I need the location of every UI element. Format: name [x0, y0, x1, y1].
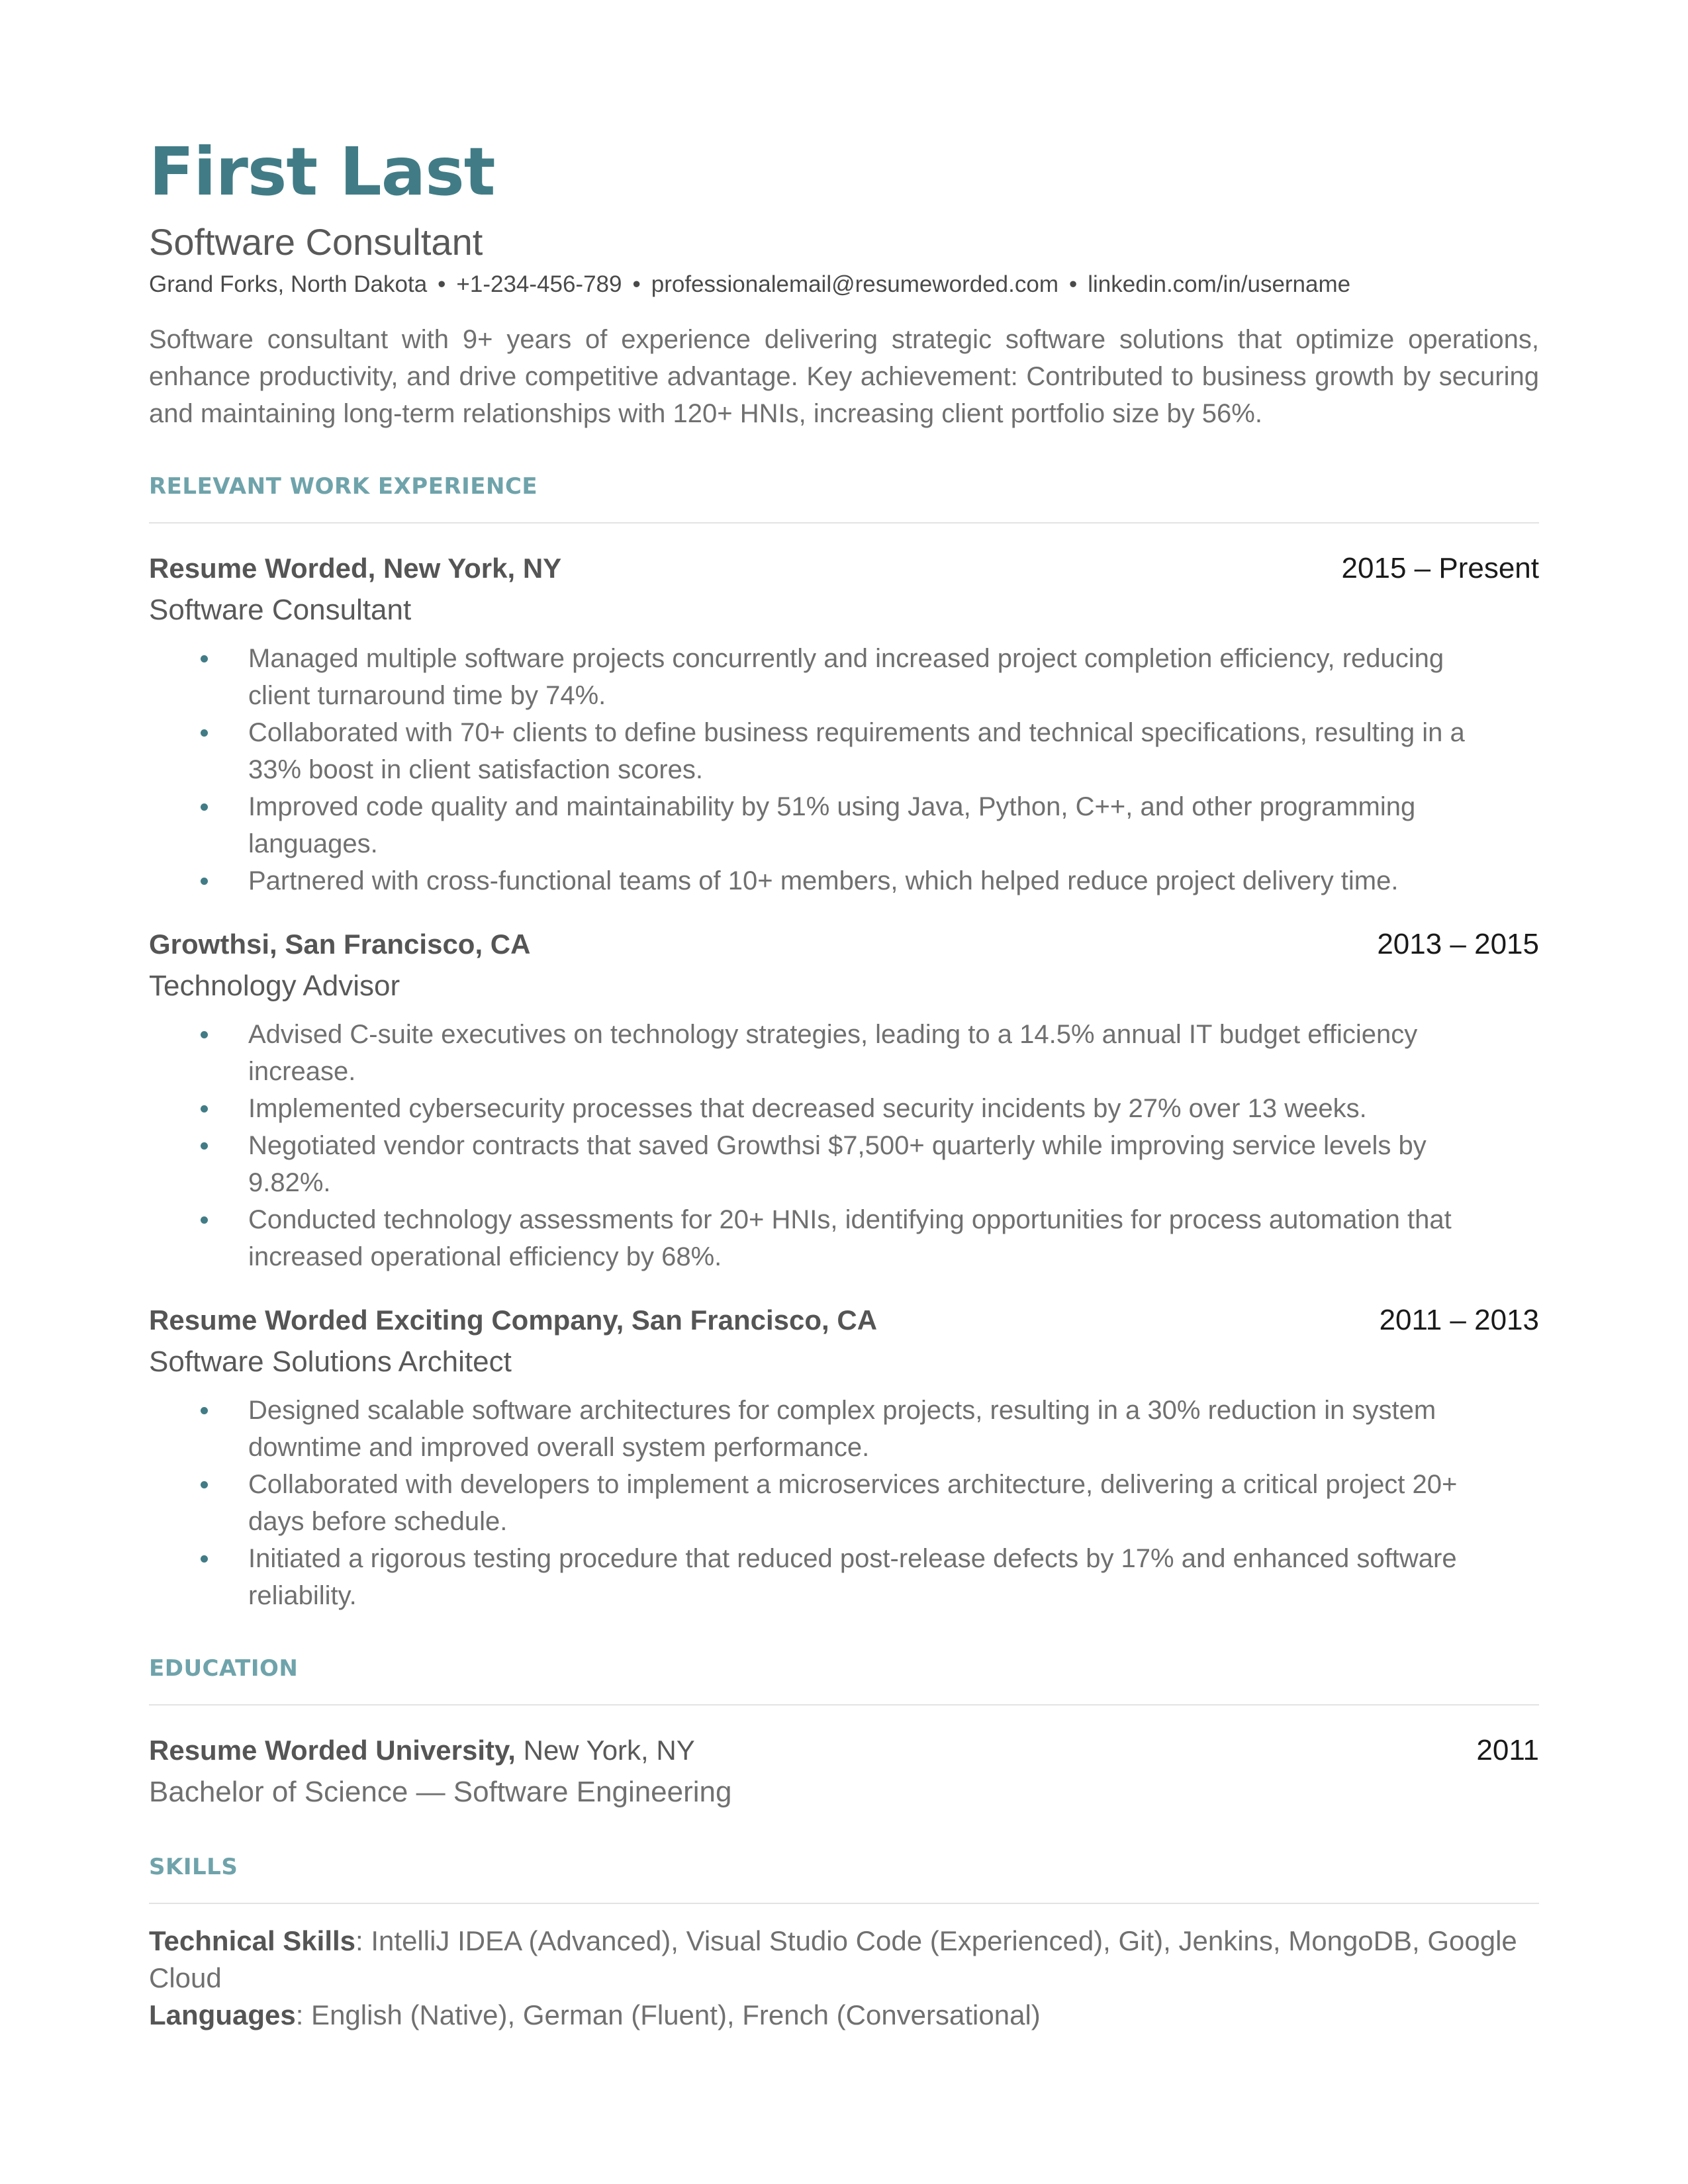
job-bullet: Advised C-suite executives on technology strategies, leading to a 14.5% annual IT budget efficiency increase.: [149, 1016, 1539, 1090]
bullet-icon: [201, 803, 208, 811]
education-entry: [149, 1729, 1539, 1813]
job-dates: 2013 – 2015: [1377, 928, 1539, 960]
job-bullet: Negotiated vendor contracts that saved Growthsi $7,500+ quarterly while improving service levels by 9.82%.: [149, 1127, 1539, 1201]
section-divider: [149, 522, 1539, 523]
job-entry: [149, 1299, 1539, 1614]
job-bullets: [149, 640, 1539, 899]
bullet-icon: [201, 1481, 208, 1488]
job-role: Software Solutions Architect: [149, 1345, 512, 1378]
section-heading-skills: SKILLS: [149, 1854, 238, 1880]
bullet-icon: [201, 1216, 208, 1224]
skills-languages: [149, 1997, 1539, 2034]
job-bullet: Managed multiple software projects concurrently and increased project completion efficiency, reducing client turnaround time by 74%.: [149, 640, 1539, 714]
skills-languages-value: : English (Native), German (Fluent), French (Conversational): [295, 1999, 1041, 2030]
job-company: Growthsi, San Francisco, CA: [149, 929, 531, 960]
bullet-icon: [201, 1555, 208, 1563]
job-bullet: Conducted technology assessments for 20+ HNIs, identifying opportunities for process automation that increased operational efficiency by 68%.: [149, 1201, 1539, 1275]
job-company: Resume Worded, New York, NY: [149, 553, 562, 584]
bullet-icon: [201, 1142, 208, 1150]
job-bullet: Partnered with cross-functional teams of 10+ members, which helped reduce project delivery time.: [149, 862, 1539, 899]
education-school-line: [149, 1729, 695, 1772]
section-heading-education: EDUCATION: [149, 1655, 299, 1682]
job-bullet: Implemented cybersecurity processes that decreased security incidents by 27% over 13 weeks.: [149, 1090, 1539, 1127]
contact-separator: •: [632, 271, 641, 297]
education-location: New York, NY: [515, 1735, 695, 1766]
education-year: 2011: [1476, 1734, 1539, 1766]
job-bullets: [149, 1016, 1539, 1275]
job-entry: [149, 547, 1539, 899]
bullet-icon: [201, 878, 208, 885]
candidate-title: Software Consultant: [149, 221, 483, 263]
resume-page: [149, 129, 1539, 2034]
section-divider: [149, 1704, 1539, 1706]
job-bullet: Designed scalable software architectures for complex projects, resulting in a 30% reduction in system downtime and improved overall system performance.: [149, 1392, 1539, 1466]
job-role: Technology Advisor: [149, 970, 400, 1002]
job-entry: [149, 923, 1539, 1275]
bullet-icon: [201, 729, 208, 737]
education-school: Resume Worded University,: [149, 1735, 516, 1766]
skills-languages-label: Languages: [149, 1999, 296, 2030]
job-bullet: Collaborated with 70+ clients to define business requirements and technical specifications, resulting in a 33% boost in client satisfaction scores.: [149, 714, 1539, 788]
bullet-icon: [201, 1407, 208, 1414]
contact-email[interactable]: professionalemail@resumeworded.com: [651, 271, 1058, 297]
bullet-icon: [201, 1031, 208, 1038]
section-heading-experience: RELEVANT WORK EXPERIENCE: [149, 473, 538, 500]
candidate-name: First Last: [149, 133, 495, 210]
contact-location: Grand Forks, North Dakota: [149, 271, 428, 297]
contact-line: [149, 267, 1539, 302]
job-bullet: Improved code quality and maintainability by 51% using Java, Python, C++, and other programming languages.: [149, 788, 1539, 862]
skills-technical-label: Technical Skills: [149, 1925, 356, 1956]
bullet-icon: [201, 655, 208, 662]
job-dates: 2015 – Present: [1341, 552, 1539, 584]
summary-paragraph: Software consultant with 9+ years of experience delivering strategic software solutions that optimize operations, enhance productivity, and drive competitive advantage. Key achievement: Contributed to business growth by securing and maintaining long-term relationships with 120+ HNIs, increasing client portfolio size by 56%.: [149, 325, 1539, 428]
education-degree: Bachelor of Science — Software Engineering: [149, 1776, 732, 1808]
skills-technical: [149, 1923, 1539, 1997]
skills-technical-value: : IntelliJ IDEA (Advanced), Visual Studio Code (Experienced), Git), Jenkins, MongoDB, Google Cloud: [149, 1925, 1517, 1993]
contact-separator: •: [438, 271, 446, 297]
job-bullet: Collaborated with developers to implement a microservices architecture, delivering a critical project 20+ days before schedule.: [149, 1466, 1539, 1540]
section-divider: [149, 1903, 1539, 1904]
job-role: Software Consultant: [149, 594, 412, 626]
contact-phone: +1-234-456-789: [456, 271, 622, 297]
contact-separator: •: [1068, 271, 1078, 297]
bullet-icon: [201, 1105, 208, 1113]
skills-block: [149, 1923, 1539, 2034]
job-bullet: Initiated a rigorous testing procedure that reduced post-release defects by 17% and enhanced software reliability.: [149, 1540, 1539, 1614]
job-dates: 2011 – 2013: [1379, 1304, 1539, 1336]
job-bullets: [149, 1392, 1539, 1614]
contact-linkedin[interactable]: linkedin.com/in/username: [1088, 271, 1351, 297]
job-company: Resume Worded Exciting Company, San Francisco, CA: [149, 1304, 878, 1336]
